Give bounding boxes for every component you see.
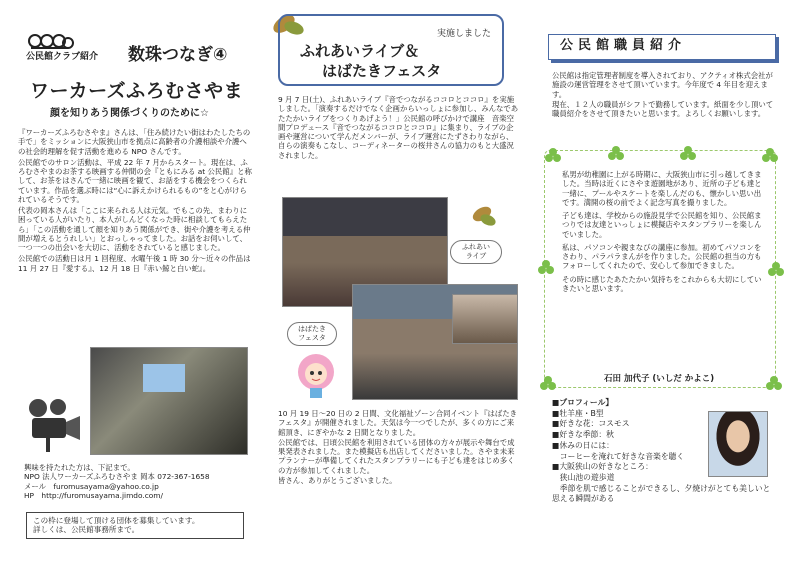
club-intro-label: 公民館クラブ紹介: [26, 52, 99, 62]
staff-portrait-photo: [708, 411, 768, 477]
recruit-notice-box: [26, 512, 244, 539]
event-title-line1: ふれあいライブ＆: [300, 42, 420, 60]
staff-letter: [562, 170, 762, 297]
notice-line: この枠に登場して頂ける団体を募集しています。: [33, 516, 200, 525]
festa-paragraph: 10 月 19 日～20 日の 2 日間、文化福祉ゾーン合同イベント『はばたきフェスタ』が開催されました。天気は今一つでしたが、多くの方にご来館頂き、にぎやかな 2 日間となりました。: [278, 409, 518, 437]
clover-icon: [538, 260, 554, 281]
leaf-icon: [470, 200, 498, 230]
profile-line: ■プロフィール】: [552, 398, 614, 407]
left-paragraph: 『ワーカーズふろむさやま』さんは、「住み続けたい街はわたしたちの手で」をミッションに大阪狭山市を拠点に高齢者の介護相談や介護への社会的理解を促す活動を進める NPO さんです。: [18, 128, 251, 156]
clover-icon: [768, 262, 784, 283]
film-camera-icon: [24, 398, 82, 454]
staff-section-title: 公民館職員紹介: [560, 38, 687, 53]
profile-line: 季節を肌で感じることができるし、夕焼けがとても美しいと思える瞬間がある: [552, 483, 771, 503]
staff-intro-paragraph: 現在、１２人の職員がシフトで勤務しています。紙面を少し頂いて職員紹介をさせて頂きたいと思います。よろしくお願いします。: [552, 99, 774, 118]
clover-icon: [540, 376, 556, 397]
staff-intro-paragraph: 公民館は指定管理者制度を導入されており、アクティオ株式会社が施設の運営管理をさせて頂いています。今年度で 4 年目を迎えます。: [552, 71, 773, 99]
left-paragraph: 公民館での活動日は月 1 回程度、水曜午後 1 時 30 分～近々の作品は 11 月 27 日『愛する』、12 月 18 日『赤い鯨と白い蛇』。: [18, 254, 251, 273]
profile-line: ■牡羊座・B型: [552, 408, 604, 418]
mascot-character-icon: [290, 350, 342, 400]
profile-line: ■大阪狭山の好きなところ：: [552, 462, 653, 472]
live-caption-bubble: ふれあい ライブ: [450, 240, 502, 264]
letter-paragraph: 子ども達は、学校からの施設見学で公民館を知り、公民館まつりでは友達といっしょに模擬店やスタンプラリーを楽しんでいました。: [562, 211, 762, 239]
festa-paragraph: 皆さん、ありがとうございました。: [278, 475, 397, 485]
staff-intro: [552, 71, 774, 119]
profile-line: コーヒーを淹れて好きな音楽を聴く: [552, 451, 685, 461]
profile-line: ■休みの日には：: [552, 440, 614, 450]
festa-paragraph: 公民館では、日頃公民館を利用されている団体の方々が展示や舞台で成果発表されました。また模擬店も出店してくださいました。さやま未来プランナーが準備してくれたスタンプラリーにも子ども達をはじめ多くの方が参加してくれました。: [278, 437, 515, 475]
tagline: 顔を知りあう関係づくりのために☆: [50, 108, 209, 119]
org-name-heading: ワーカーズふろむさやま: [30, 80, 244, 102]
staff-signature: 石田 加代子 (いしだ かよこ): [604, 374, 715, 384]
clover-icon: [762, 148, 778, 169]
live-article: 9 月 7 日(土)、ふれあいライブ『音でつながるココロとココロ』を実施しました。「演奏するだけでなく企画からいっしょに参加し、みんなであたたかいライブをつくりあげよう！」公民館の呼びかけで講座 音楽空間プロデュース『音でつながるココロとココロ』に集まり、ライブの企画や運営について学んだメンバーが、ライブ運営にたずさわりながら、自らの演奏もこなし、コーディネーターの桜井さんの協力のもと大盛況されました。: [278, 95, 519, 160]
event-subtitle: 実施しました: [437, 29, 492, 39]
letter-paragraph: 私男が幼稚園に上がる時期に、大阪狭山市に引っ越してきました。当時は近くにさやま遊園地があり、近所の子ども達と一緒に、プールやスケートを楽しんだのも、懐かしい思い出です。満開の桜の前でよく記念写真を撮りました。: [562, 170, 762, 207]
left-article: [18, 128, 253, 275]
letter-paragraph: 私は、パソコンや親まなびの講座に参加。初めてパソコンをさわり、パラパラまんがを作りました。公民館の担当の方もフォローしてくれたので、安心して参加できました。: [562, 242, 762, 271]
contact-intro: 興味を持たれた方は、下記まで。: [24, 463, 135, 472]
contact-org: NPO 法人ワーカーズふろむさやま 岡本 072-367-1658: [24, 472, 210, 482]
festa-caption-bubble: はばたき フェスタ: [287, 322, 337, 346]
festa-photo-small: [452, 294, 518, 344]
salon-photo: [90, 347, 248, 455]
clover-icon: [766, 376, 782, 397]
profile-line: ■好きな花：コスモス: [552, 419, 630, 429]
clover-icon: [680, 146, 696, 167]
profile-line: 狭山池の遊歩道: [552, 473, 615, 483]
contact-homepage[interactable]: HP http://furomusayama.jimdo.com/: [24, 490, 163, 500]
event-title-line2: はばたきフェスタ: [322, 62, 442, 80]
left-paragraph: 公民館でのサロン活動は、平成 22 年 7 月からスタート。現在は、ふろむさやまのお茶する映画する仲間の会『ともにみる at 公民館』と称して、お茶をはさんで一緒に映画を観て、お話をする機会をつくられています。作品を選ぶ時には“心に訴えかけられるもの”をと心がけられているそうです。: [18, 157, 252, 204]
clover-icon: [608, 146, 624, 167]
clover-icon: [545, 148, 561, 169]
letter-paragraph: その時に感じたあたたかい気持ちをこれからも大切にしていきたいと思います。: [562, 274, 762, 293]
contact-email[interactable]: メール furomusayama@yahoo.co.jp: [24, 481, 159, 491]
contact-block: [24, 463, 210, 500]
festa-article: [278, 409, 520, 486]
notice-line: 詳しくは、公民館事務所まで。: [33, 525, 140, 535]
profile-line: ■好きな季節：秋: [552, 430, 614, 440]
left-paragraph: 代表の岡本さんは「ここに来られる人は元気。でもこの先、まわりに困っている人がいたり、本人がしんどくなった時に相談してもらえたら」「この活動を通して顔を知りあう関係ができ、街や介護を考える仲間が増えるとうれしい」とおっしゃってました。お話をお伺いして、一つ一つの出会いを大切に、活動をされていると感じました。: [18, 206, 251, 252]
club-series-title: 数珠つなぎ④: [128, 45, 228, 65]
